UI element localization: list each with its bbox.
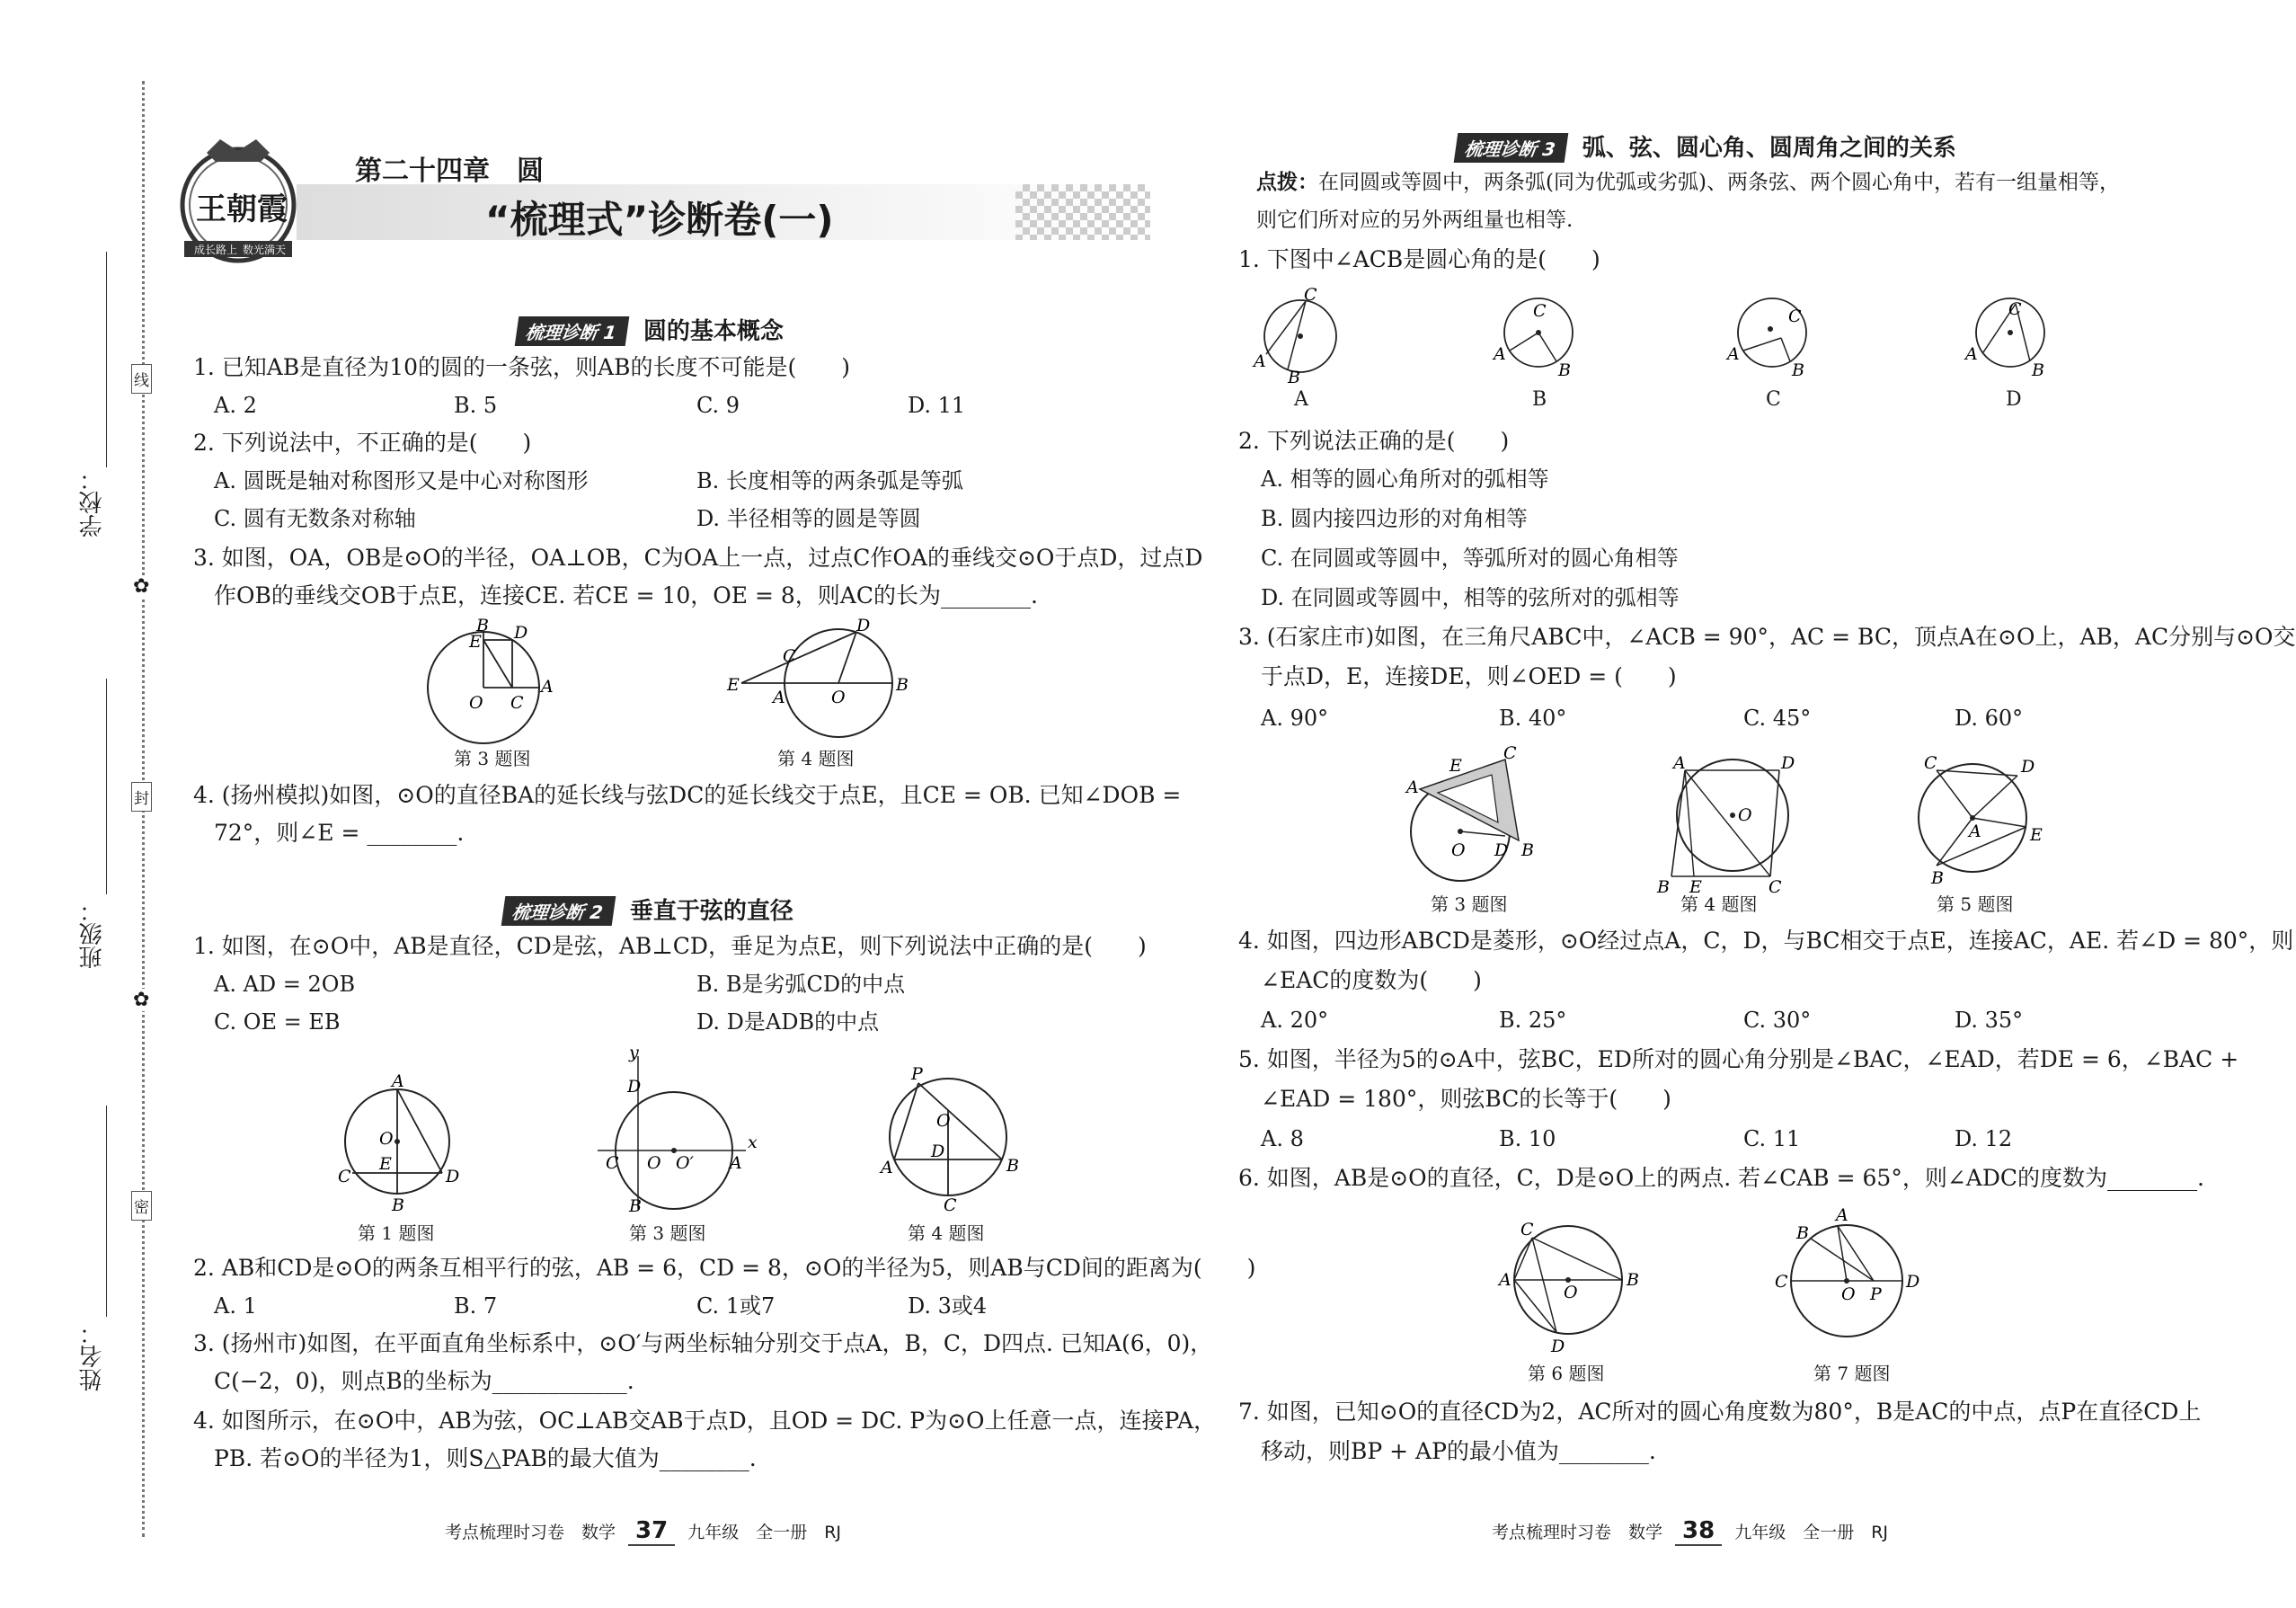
svg-text:A: A xyxy=(730,1153,742,1173)
svg-text:A: A xyxy=(1965,344,1978,364)
school-label: 学校： xyxy=(79,467,106,537)
school-blank xyxy=(106,252,107,467)
figure-caption: 第 4 题图 xyxy=(1680,893,1758,915)
svg-text:A: A xyxy=(1836,1205,1848,1225)
question-text: 4. 如图所示，在⊙O中，AB为弦，OC⊥AB交AB于点D，且OD = DC. P为⊙O上任意一点，连接PA， xyxy=(193,1408,1217,1434)
svg-text:D: D xyxy=(2021,757,2035,777)
question-text: 4. (扬州模拟)如图，⊙O的直径BA的延长线与弦DC的延长线交于点E，且CE = OB. 已知∠DOB = xyxy=(193,782,1182,808)
svg-text:O: O xyxy=(647,1153,661,1173)
svg-text:D: D xyxy=(1781,753,1795,773)
question-text: 5. 如图，半径为5的⊙A中，弦BC，ED所对的圆心角分别是∠BAC，∠EAD，若DE = 6，∠BAC + xyxy=(1238,1046,2239,1072)
figure-caption: 第 6 题图 xyxy=(1528,1363,1605,1384)
option: B. 长度相等的两条弧是等弧 xyxy=(696,468,963,493)
figure-caption: 第 7 题图 xyxy=(1813,1363,1891,1384)
svg-text:A: A xyxy=(1494,344,1506,364)
option: A. 1 xyxy=(214,1293,257,1319)
option: D. 35° xyxy=(1955,1008,2024,1033)
question-text: 2. AB和CD是⊙O的两条互相平行的弦，AB = 6，CD = 8，⊙O的半径为5，则AB与CD间的距离为( ) xyxy=(193,1255,1256,1281)
svg-text:B: B xyxy=(1796,1223,1809,1243)
option: B. 40° xyxy=(1499,706,1567,731)
option: C. 11 xyxy=(1743,1126,1801,1151)
question-text: C(−2，0)，则点B的坐标为____________. xyxy=(214,1368,634,1394)
question-text: ∠EAD = 180°，则弦BC的长等于( ) xyxy=(1261,1086,1671,1112)
flower-icon: ✿ xyxy=(133,989,150,1011)
footer-grade: 九年级 全一册 RJ xyxy=(1734,1523,1889,1542)
section-tag: 梳理诊断 3 xyxy=(1454,133,1569,163)
logo-slogan-right: 数光满天 xyxy=(243,244,287,256)
option: B. B是劣弧CD的中点 xyxy=(696,972,906,997)
svg-text:E: E xyxy=(1689,877,1702,897)
section-title: 圆的基本概念 xyxy=(643,318,784,345)
option: B. 圆内接四边形的对角相等 xyxy=(1261,506,1528,531)
option: D. 在同圆或等圆中，相等的弦所对的弧相等 xyxy=(1261,585,1680,610)
question-text: 1. 下图中∠ACB是圆心角的是( ) xyxy=(1238,246,1600,272)
option: B. 10 xyxy=(1499,1126,1556,1151)
svg-text:O: O xyxy=(1451,840,1466,860)
svg-text:x: x xyxy=(748,1133,758,1152)
question-text: 1. 已知AB是直径为10的圆的一条弦，则AB的长度不可能是( ) xyxy=(193,354,850,380)
logo-seal xyxy=(171,135,306,270)
figure-r7 xyxy=(1766,1204,1928,1357)
checker-pattern xyxy=(1015,184,1150,240)
question-text: 2. 下列说法中，不正确的是( ) xyxy=(193,430,532,456)
section-1-heading xyxy=(517,313,784,346)
svg-text:B: B xyxy=(1627,1270,1639,1290)
class-label: 班级： xyxy=(79,899,106,969)
svg-text:C: C xyxy=(1769,877,1782,897)
question-text: 7. 如图，已知⊙O的直径CD为2，AC所对的圆心角度数为80°，B是AC的中点，点P在直径CD上 xyxy=(1238,1399,2202,1425)
question-text: 于点D，E，连接DE，则∠OED = ( ) xyxy=(1261,663,1677,689)
flower-icon: ✿ xyxy=(133,575,150,598)
svg-text:A: A xyxy=(1499,1270,1511,1290)
option: D. 半径相等的圆是等圆 xyxy=(696,506,921,531)
question-text: 1. 如图，在⊙O中，AB是直径，CD是弦，AB⊥CD，垂足为点E，则下列说法中正确的是( ) xyxy=(193,933,1147,959)
figure-r1-d xyxy=(1964,286,2062,385)
section-2-heading xyxy=(503,893,793,926)
figure-caption: 第 3 题图 xyxy=(454,748,531,769)
figure-caption: 第 1 题图 xyxy=(358,1222,435,1244)
option: D. D是ADB的中点 xyxy=(696,1009,880,1035)
option: C. 45° xyxy=(1743,706,1812,731)
option: C. 30° xyxy=(1743,1008,1812,1033)
svg-text:O: O xyxy=(831,688,846,707)
svg-text:B: B xyxy=(476,616,489,635)
svg-text:D: D xyxy=(627,1077,642,1097)
figure-r6 xyxy=(1492,1215,1644,1359)
svg-text:C: C xyxy=(783,646,796,666)
svg-text:C: C xyxy=(1304,285,1317,305)
figure-caption: 第 3 题图 xyxy=(629,1222,706,1244)
svg-text:P: P xyxy=(1870,1284,1882,1304)
figure-q3 xyxy=(413,616,566,755)
svg-text:C: C xyxy=(1520,1220,1534,1239)
footer-grade: 九年级 全一册 RJ xyxy=(687,1523,842,1542)
svg-text:D: D xyxy=(1551,1337,1565,1356)
option: C. 9 xyxy=(696,393,740,418)
svg-text:D: D xyxy=(1906,1272,1920,1292)
svg-text:B: B xyxy=(1288,368,1300,387)
option: C. 圆有无数条对称轴 xyxy=(214,506,416,531)
figure-p4 xyxy=(881,1065,1024,1213)
option: D. 12 xyxy=(1955,1126,2013,1151)
figure-r3 xyxy=(1397,743,1559,890)
logo-brand: 王朝霞 xyxy=(196,191,288,227)
question-text: ∠EAC的度数为( ) xyxy=(1261,967,1482,993)
question-text: 3. (扬州市)如图，在平面直角坐标系中，⊙O′与两坐标轴分别交于点A，B，C，D四点. 已知A(6，0)， xyxy=(193,1330,1213,1356)
svg-text:C: C xyxy=(1924,753,1937,773)
page-number: 37 xyxy=(628,1517,675,1546)
figure-label: A xyxy=(1294,388,1308,411)
hint-label: 点拨： xyxy=(1256,170,1318,194)
svg-text:B: B xyxy=(896,675,909,695)
svg-text:B: B xyxy=(1657,877,1670,897)
name-blank xyxy=(106,1106,107,1317)
svg-text:E: E xyxy=(379,1154,392,1174)
option: C. 在同圆或等圆中，等弧所对的圆心角相等 xyxy=(1261,546,1679,571)
hint-line: 在同圆或等圆中，两条弧(同为优弧或劣弧)、两条弦、两个圆心角中，若有一组量相等， xyxy=(1318,171,2120,194)
figure-label: B xyxy=(1532,388,1547,411)
svg-text:B: B xyxy=(1792,360,1804,380)
section-title: 垂直于弦的直径 xyxy=(629,898,793,925)
svg-text:O: O xyxy=(379,1129,394,1149)
figure-p3 xyxy=(593,1043,758,1218)
option: D. 60° xyxy=(1955,706,2024,731)
svg-text:A: A xyxy=(1673,753,1686,773)
svg-text:A: A xyxy=(773,688,785,707)
svg-text:C: C xyxy=(1788,306,1802,326)
svg-text:C: C xyxy=(510,693,524,713)
option: A. 8 xyxy=(1261,1126,1304,1151)
section-tag: 梳理诊断 2 xyxy=(501,896,616,926)
option: D. 3或4 xyxy=(908,1293,988,1319)
footer-right-page xyxy=(1492,1517,1888,1546)
svg-text:E: E xyxy=(1449,756,1462,776)
figure-p1 xyxy=(332,1071,467,1218)
figure-caption: 第 4 题图 xyxy=(777,748,855,769)
footer-left-page xyxy=(445,1517,841,1546)
question-text: 72°，则∠E = ________. xyxy=(214,820,465,846)
svg-text:E: E xyxy=(2030,825,2043,845)
svg-text:D: D xyxy=(856,616,871,635)
mark-line: 线 xyxy=(131,364,152,394)
footer-book: 考点梳理时习卷 数学 xyxy=(445,1523,616,1542)
svg-text:C: C xyxy=(606,1153,619,1173)
page-number: 38 xyxy=(1675,1517,1722,1546)
svg-text:C: C xyxy=(338,1167,351,1186)
svg-text:E: E xyxy=(469,632,482,652)
section-3-heading xyxy=(1456,129,1956,163)
question-text: 作OB的垂线交OB于点E，连接CE. 若CE = 10，OE = 8，则AC的长为________. xyxy=(214,582,1038,609)
option: A. 90° xyxy=(1261,706,1329,731)
svg-text:C: C xyxy=(1775,1272,1788,1292)
question-text: 移动，则BP + AP的最小值为________. xyxy=(1261,1438,1656,1464)
svg-text:A: A xyxy=(1727,344,1740,364)
hint-text: 则它们所对应的另外两组量也相等. xyxy=(1256,209,1574,232)
section-title: 弧、弦、圆心角、圆周角之间的关系 xyxy=(1582,135,1956,162)
footer-book: 考点梳理时习卷 数学 xyxy=(1492,1523,1663,1542)
class-blank xyxy=(106,679,107,894)
svg-text:B: B xyxy=(629,1196,642,1216)
svg-text:C: C xyxy=(944,1195,957,1215)
svg-text:B: B xyxy=(392,1195,404,1215)
svg-text:O: O xyxy=(469,693,483,713)
svg-text:D: D xyxy=(931,1142,945,1161)
figure-caption: 第 3 题图 xyxy=(1431,893,1508,915)
svg-text:O: O xyxy=(1564,1283,1578,1302)
option: D. 11 xyxy=(908,393,966,418)
svg-text:C: C xyxy=(1533,301,1547,321)
option: A. 相等的圆心角所对的弧相等 xyxy=(1261,466,1549,492)
option: B. 7 xyxy=(454,1293,498,1319)
figure-r5 xyxy=(1901,751,2053,894)
svg-text:B: B xyxy=(1006,1156,1019,1176)
question-text: 4. 如图，四边形ABCD是菱形，⊙O经过点A，C，D，与BC相交于点E，连接AC，AE. 若∠D = 80°，则 xyxy=(1238,928,2294,954)
figure-r1-b xyxy=(1492,286,1591,385)
question-text: 3. 如图，OA，OB是⊙O的半径，OA⊥OB，C为OA上一点，过点C作OA的垂线交⊙O于点D，过点D xyxy=(193,545,1203,571)
section-tag: 梳理诊断 1 xyxy=(515,316,630,346)
paper-title: “梳理式”诊断卷(一) xyxy=(485,198,834,242)
figure-r1-a xyxy=(1254,286,1352,385)
figure-r1-c xyxy=(1725,286,1824,385)
svg-text:D: D xyxy=(446,1167,460,1186)
svg-text:A: A xyxy=(1969,822,1981,841)
svg-text:O: O xyxy=(936,1111,951,1131)
option: A. AD = 2OB xyxy=(214,972,356,997)
hint-text xyxy=(1256,167,2120,198)
svg-text:C: C xyxy=(1503,743,1517,763)
option: A. 20° xyxy=(1261,1008,1329,1033)
figure-q4 xyxy=(723,616,921,755)
question-text: 2. 下列说法正确的是( ) xyxy=(1238,428,1510,454)
svg-text:E: E xyxy=(727,675,740,695)
svg-text:A: A xyxy=(1254,351,1266,371)
svg-text:P: P xyxy=(911,1064,923,1084)
question-text: 3. (石家庄市)如图，在三角尺ABC中，∠ACB = 90°，AC = BC，顶点A在⊙O上，AB，AC分别与⊙O交 xyxy=(1238,624,2296,650)
svg-text:A: A xyxy=(392,1071,404,1091)
svg-text:B: B xyxy=(1521,840,1534,860)
svg-text:B: B xyxy=(1931,868,1944,888)
option: C. OE = EB xyxy=(214,1009,341,1035)
name-label: 姓名： xyxy=(79,1321,106,1391)
svg-text:A: A xyxy=(881,1158,893,1177)
svg-text:D: D xyxy=(514,623,528,643)
svg-text:O′: O′ xyxy=(676,1153,694,1173)
svg-text:O: O xyxy=(1738,805,1752,825)
mark-seal: 封 xyxy=(131,782,152,812)
logo-slogan-left: 成长路上 xyxy=(194,244,238,256)
svg-text:O: O xyxy=(1841,1284,1856,1304)
mark-secret: 密 xyxy=(131,1191,152,1221)
question-text: 6. 如图，AB是⊙O的直径，C，D是⊙O上的两点. 若∠CAB = 65°，则∠ADC的度数为________. xyxy=(1238,1165,2204,1191)
figure-label: C xyxy=(1766,388,1781,411)
figure-caption: 第 5 题图 xyxy=(1937,893,2014,915)
svg-text:D: D xyxy=(1494,840,1509,860)
option: A. 2 xyxy=(214,393,257,418)
svg-text:A: A xyxy=(1406,777,1419,797)
svg-text:B: B xyxy=(2032,360,2044,380)
svg-text:B: B xyxy=(1558,360,1571,380)
svg-text:A: A xyxy=(541,677,554,697)
svg-text:C: C xyxy=(2008,299,2022,319)
option: B. 25° xyxy=(1499,1008,1567,1033)
figure-label: D xyxy=(2006,388,2022,411)
question-text: PB. 若⊙O的半径为1，则S△PAB的最大值为________. xyxy=(214,1445,757,1471)
figure-r4 xyxy=(1653,751,1806,897)
option: A. 圆既是轴对称图形又是中心对称图形 xyxy=(214,468,589,493)
svg-text:y: y xyxy=(629,1043,639,1062)
chapter-title: 第二十四章 圆 xyxy=(355,155,544,187)
option: C. 1或7 xyxy=(696,1293,776,1319)
figure-caption: 第 4 题图 xyxy=(908,1222,985,1244)
option: B. 5 xyxy=(454,393,498,418)
